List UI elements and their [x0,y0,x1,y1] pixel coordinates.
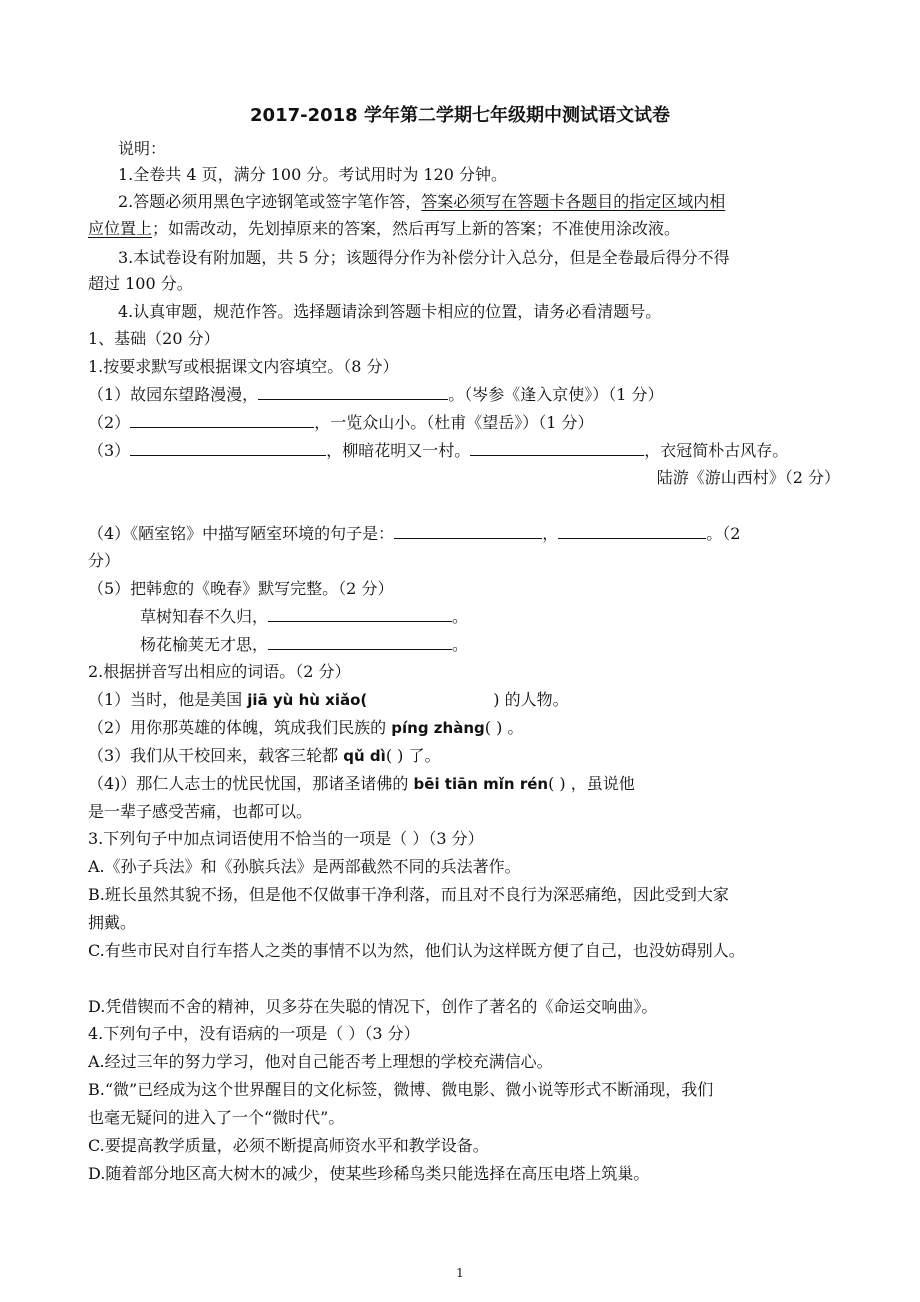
note-4: 4.认真审题，规范作答。选择题请涂到答题卡相应的位置，请务必看清题号。 [118,302,662,321]
poem-line-2-end: 。 [452,635,469,654]
answer-blank[interactable] [130,441,326,456]
q2-stem: 2.根据拼音写出相应的词语。（2 分） [88,662,351,681]
q2-item-1 [88,689,569,711]
q1-3-num: （3） [88,441,131,460]
note-2-part-d: ；如需改动，先划掉原来的答案，然后再写上新的答案；不准使用涂改液。 [152,219,681,238]
q2-item-4 [88,773,635,795]
q3-option-b: B.班长虽然其貌不扬，但是他不仅做事干净利落，而且对不良行为深恶痛绝，因此受到大家 [88,885,729,904]
q2-2-text: （2）用你那英雄的体魄，筑成我们民族的 [88,718,387,737]
q2-3-pinyin: qǔ dì [343,747,386,765]
q3-option-b-cont: 拥戴。 [88,913,137,932]
q1-5-line-1 [140,606,468,628]
page-number: 1 [456,1266,464,1280]
q1-3-text: ，柳暗花明又一村。 [326,441,471,460]
q2-1-end: ) 的人物。 [493,690,569,709]
q1-item-4 [88,523,740,545]
q1-item-5: （5）把韩愈的《晚春》默写完整。（2 分） [88,579,394,598]
q1-4-text: （4）《陋室铭》中描写陋室环境的句子是： [88,524,395,543]
answer-blank[interactable] [394,524,542,539]
q3-option-a: A.《孙子兵法》和《孙膑兵法》是两部截然不同的兵法著作。 [88,857,521,876]
q1-item-1 [88,384,663,406]
poem-line-2: 杨花榆荚无才思， [140,635,269,654]
q2-3-end: ( ) 了。 [385,746,441,765]
notes-heading: 说明： [118,139,167,158]
q2-4-end: ( ) ，虽说他 [548,774,635,793]
q1-item-3 [88,440,788,462]
poem-line-1: 草树知春不久归， [140,607,269,626]
poem-line-1-end: 。 [452,607,469,626]
q1-5-line-2 [140,634,468,656]
q4-option-b: B.“微”已经成为这个世界醒目的文化标签，微博、微电影、微小说等形式不断涌现，我们 [88,1080,714,1099]
q2-1-text: （1）当时，他是美国 [88,690,243,709]
note-2-underlined: 答案必须写在答题卡各题目的指定区域内相 [421,192,726,211]
q2-2-end: ( ) 。 [484,718,524,737]
q3-option-d: D.凭借锲而不舍的精神，贝多芬在失聪的情况下，创作了著名的《命运交响曲》。 [88,997,658,1016]
q3-stem: 3.下列句子中加点词语使用不恰当的一项是（ ）（3 分） [88,829,484,848]
q1-1-source: 。（岑参《逢入京使》）（1 分） [448,385,664,404]
note-3: 3.本试卷设有附加题，共 5 分；该题得分作为补偿分计入总分，但是全卷最后得分不得 [118,248,730,267]
note-2 [118,191,725,213]
q2-2-pinyin: píng zhàng [391,719,485,737]
q2-4-text: （4)）那仁人志士的忧民忧国，那诸圣诸佛的 [88,774,409,793]
q4-option-a: A.经过三年的努力学习，他对自己能否考上理想的学校充满信心。 [88,1052,553,1071]
q1-item-4-cont: 分） [88,551,121,570]
q1-item-2 [88,412,593,434]
q2-4-pinyin: bēi tiān mǐn rén [413,775,549,793]
note-2-part-a: 2.答题必须用黑色字迹钢笔或签字笔作答， [118,192,422,211]
q1-3-source: 陆游《游山西村》（2 分） [656,468,840,487]
q1-stem: 1.按要求默写或根据课文内容填空。（8 分） [88,357,399,376]
answer-blank[interactable] [470,441,644,456]
q1-1-text: （1）故园东望路漫漫， [88,385,259,404]
q4-option-b-cont: 也毫无疑问的进入了一个“微时代”。 [88,1108,345,1127]
note-1: 1.全卷共 4 页，满分 100 分。考试用时为 120 分钟。 [118,165,508,184]
answer-blank[interactable] [558,524,706,539]
note-2-cont [88,218,680,240]
section-1-heading: 1、基础（20 分） [88,329,220,348]
q1-3-text-2: ，衣冠简朴古风存。 [644,441,789,460]
answer-blank[interactable] [258,385,448,400]
note-2-underlined-cont: 应位置上 [88,219,153,238]
q4-stem: 4.下列句子中，没有语病的一项是（ ）（3 分） [88,1024,420,1043]
q1-4-score: 。（2 [706,524,741,543]
q1-2-num: （2） [88,413,131,432]
q2-item-4-cont: 是一辈子感受苦痛，也都可以。 [88,802,313,821]
answer-blank[interactable] [130,413,314,428]
q1-2-text: ，一览众山小。（杜甫《望岳》）（1 分） [314,413,594,432]
answer-blank[interactable] [268,635,452,650]
q2-item-2 [88,717,523,739]
q3-option-c: C.有些市民对自行车搭人之类的事情不以为然，他们认为这样既方便了自己，也没妨碍别人。 [88,941,745,960]
q2-1-pinyin: jiā yù hù xiǎo( [247,691,368,709]
q4-option-d: D.随着部分地区高大树木的减少，使某些珍稀鸟类只能选择在高压电塔上筑巢。 [88,1164,650,1183]
q4-option-c: C.要提高教学质量，必须不断提高师资水平和教学设备。 [88,1136,489,1155]
page-title: 2017-2018 学年第二学期七年级期中测试语文试卷 [250,105,670,126]
q2-item-3 [88,745,440,767]
q2-3-text: （3）我们从干校回来，载客三轮都 [88,746,339,765]
q1-4-comma: ， [542,524,559,543]
answer-blank[interactable] [268,607,452,622]
note-3-cont: 超过 100 分。 [88,274,193,293]
